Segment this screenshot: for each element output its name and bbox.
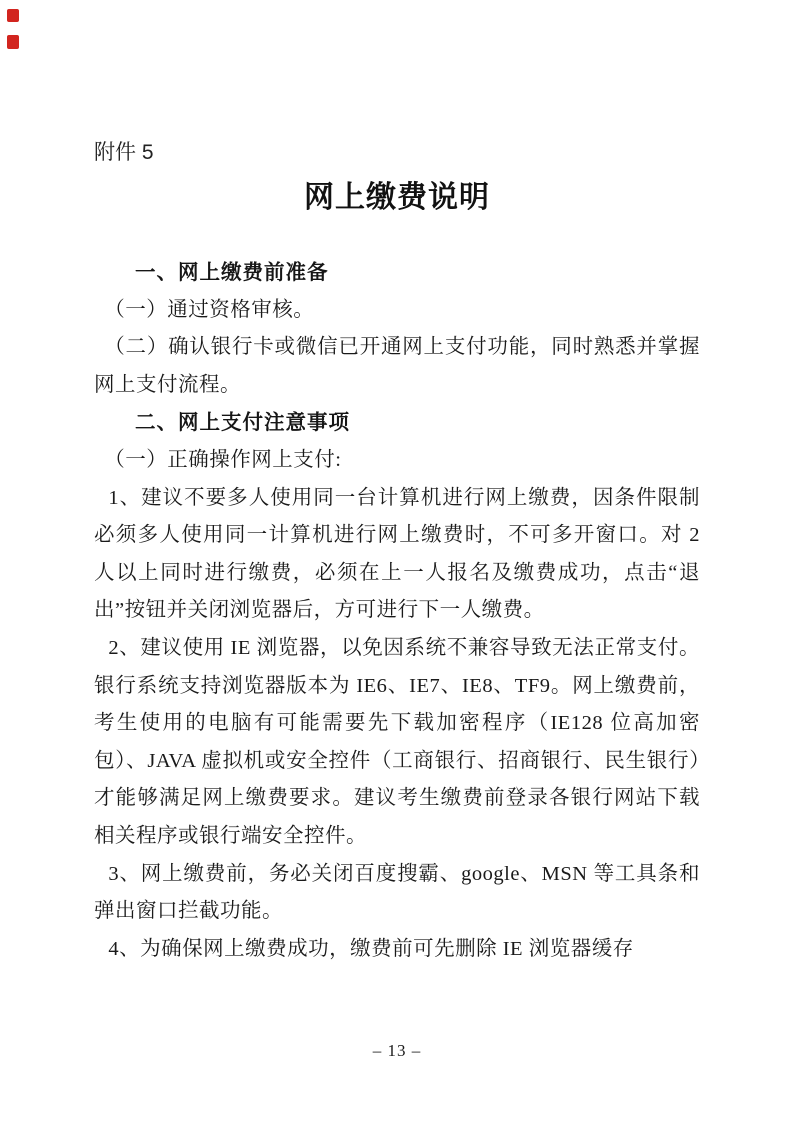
section-2-paragraph-1: （一）正确操作网上支付: xyxy=(104,448,342,471)
section-2-paragraph-5: 4、为确保网上缴费成功，缴费前可先删除 IE 浏览器缓存 xyxy=(108,937,634,960)
page-number: – 13 – xyxy=(372,1041,422,1060)
section-1-heading: 一、网上缴费前准备 xyxy=(135,261,329,284)
section-2-paragraph-2: 1、建议不要多人使用同一台计算机进行网上缴费，因条件限制必须多人使用同一计算机进行网上缴费时，不可多开窗口。对 2 人以上同时进行缴费，必须在上一人报名及缴费成功，点击“退出”按钮并关闭浏览器后，方可进行下一人缴费。 xyxy=(94,486,700,622)
red-annotation-mark-bottom xyxy=(7,35,19,49)
document-body xyxy=(94,254,700,968)
section-2-paragraph-3: 2、建议使用 IE 浏览器，以免因系统不兼容导致无法正常支付。银行系统支持浏览器版本为 IE6、IE7、IE8、TF9。网上缴费前，考生使用的电脑有可能需要先下载加密程序（IE128 位高加密包）、JAVA 虚拟机或安全控件（工商银行、招商银行、民生银行）才能够满足网上缴费要求。建议考生缴费前登录各银行网站下载相关程序或银行端安全控件。 xyxy=(94,636,700,847)
section-1-paragraph-1: （一）通过资格审核。 xyxy=(104,298,315,321)
section-1-paragraph-2: （二）确认银行卡或微信已开通网上支付功能，同时熟悉并掌握网上支付流程。 xyxy=(94,336,700,396)
document-title: 网上缴费说明 xyxy=(304,181,490,214)
section-2-paragraph-4: 3、网上缴费前，务必关闭百度搜霸、google、MSN 等工具条和弹出窗口拦截功能。 xyxy=(94,862,700,923)
red-annotation-mark-top xyxy=(7,9,19,22)
section-2-heading: 二、网上支付注意事项 xyxy=(135,411,350,435)
document-content xyxy=(94,0,700,968)
attachment-label: 附件 5 xyxy=(94,141,154,164)
